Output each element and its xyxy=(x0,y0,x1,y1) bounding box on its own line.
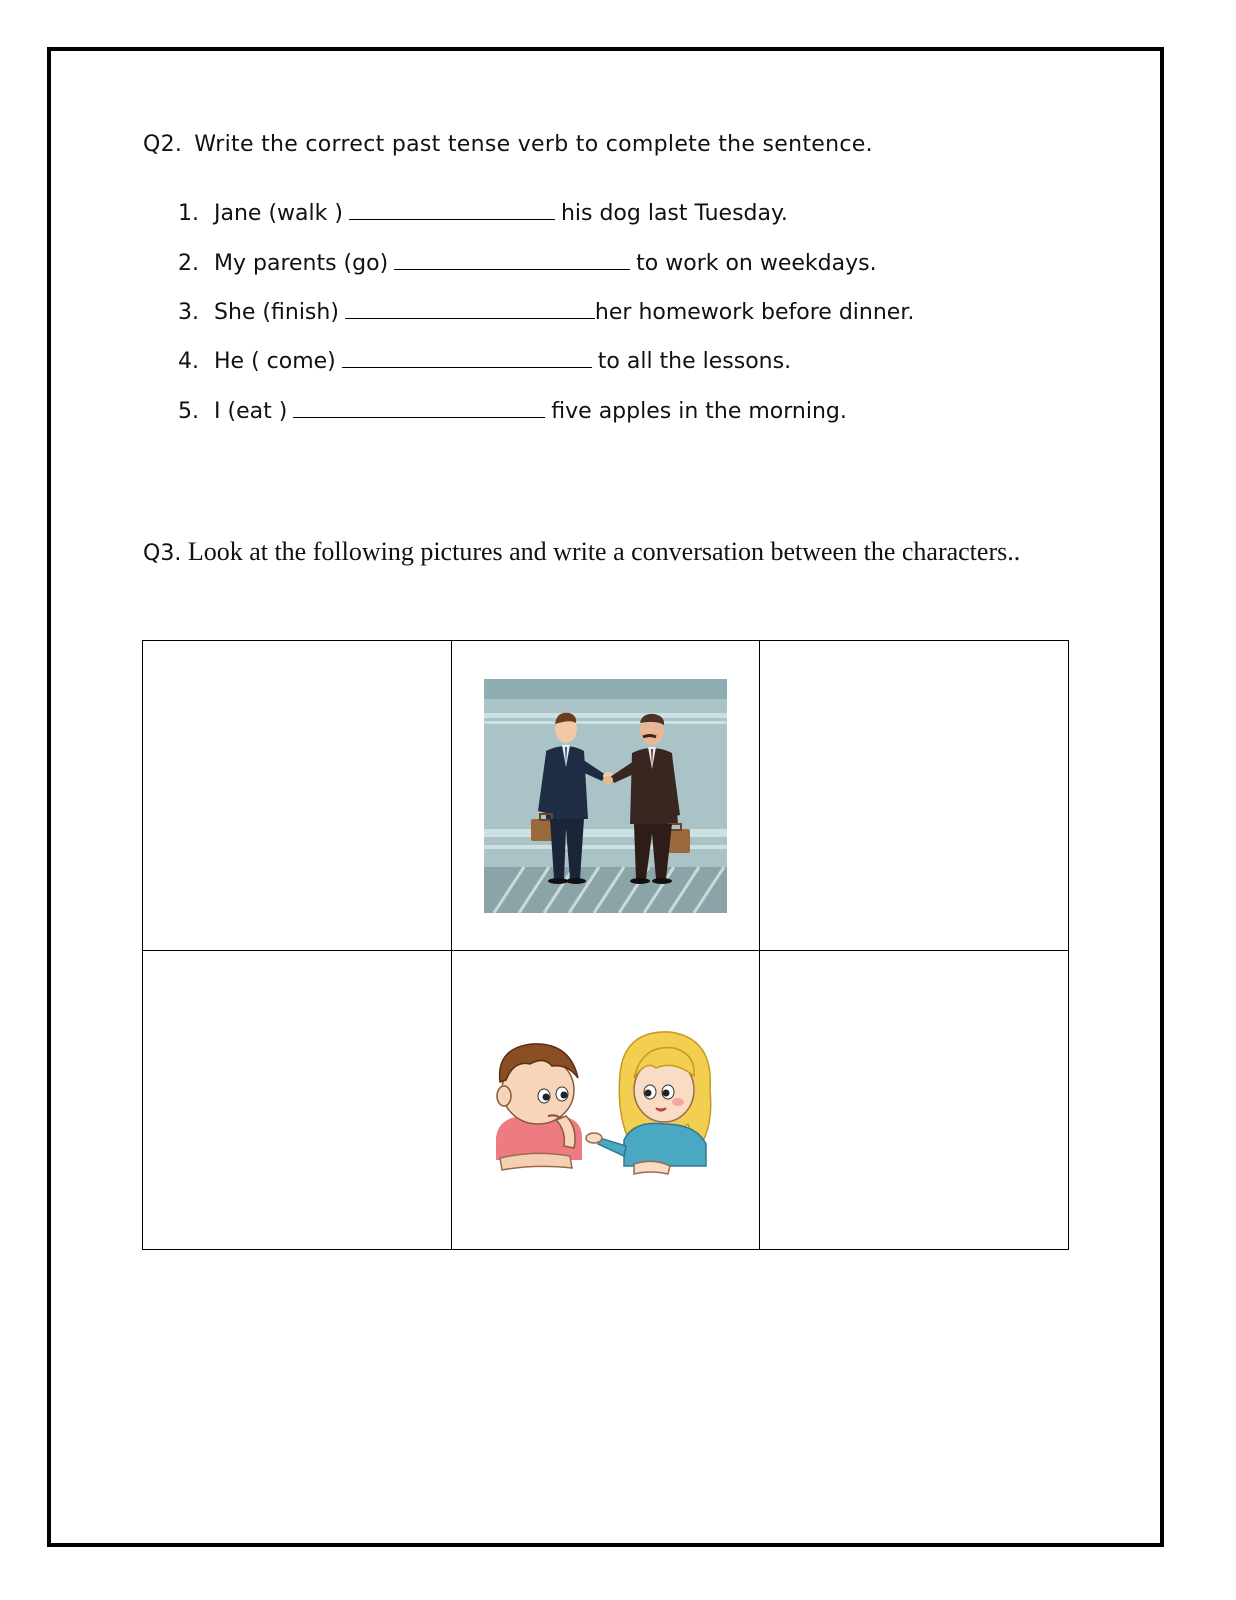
speech-box-left-2[interactable] xyxy=(143,951,452,1250)
speech-box-right-1[interactable] xyxy=(760,641,1069,951)
item-number: 5. xyxy=(178,399,199,424)
q3-number: Q3. xyxy=(143,541,182,566)
item-rest: to work on weekdays. xyxy=(636,251,877,276)
q3-heading xyxy=(143,527,1023,578)
children-illustration xyxy=(474,1020,736,1180)
picture-cell-children xyxy=(451,951,760,1250)
item-rest: to all the lessons. xyxy=(597,349,792,374)
item-prompt: My parents (go) xyxy=(214,251,389,276)
item-number: 4. xyxy=(178,349,199,374)
item-prompt: I (eat ) xyxy=(214,399,288,424)
list-item xyxy=(178,345,791,375)
q2-number: Q2. xyxy=(143,132,183,157)
list-item xyxy=(178,197,788,227)
item-rest: his dog last Tuesday. xyxy=(560,201,788,226)
speech-box-right-2[interactable] xyxy=(760,951,1069,1250)
q3-instruction: Look at the following pictures and write a conversation between the characters.. xyxy=(187,537,1021,566)
answer-blank[interactable] xyxy=(293,395,545,418)
item-number: 2. xyxy=(178,251,199,276)
businessmen-illustration xyxy=(484,679,727,913)
picture-cell-businessmen xyxy=(451,641,760,951)
item-number: 3. xyxy=(178,300,199,325)
answer-blank[interactable] xyxy=(345,296,595,319)
item-prompt: She (finish) xyxy=(214,300,339,325)
list-item xyxy=(178,395,847,425)
item-rest: five apples in the morning. xyxy=(551,399,847,424)
item-number: 1. xyxy=(178,201,199,226)
answer-blank[interactable] xyxy=(349,197,555,220)
list-item xyxy=(178,247,877,277)
list-item xyxy=(178,296,914,326)
item-prompt: Jane (walk ) xyxy=(214,201,343,226)
conversation-grid xyxy=(142,640,1069,1250)
item-rest: her homework before dinner. xyxy=(594,300,915,325)
item-prompt: He ( come) xyxy=(214,349,336,374)
q2-heading xyxy=(143,132,873,157)
q2-instruction: Write the correct past tense verb to complete the sentence. xyxy=(194,132,873,157)
answer-blank[interactable] xyxy=(394,247,630,270)
answer-blank[interactable] xyxy=(342,345,592,368)
speech-box-left-1[interactable] xyxy=(143,641,452,951)
